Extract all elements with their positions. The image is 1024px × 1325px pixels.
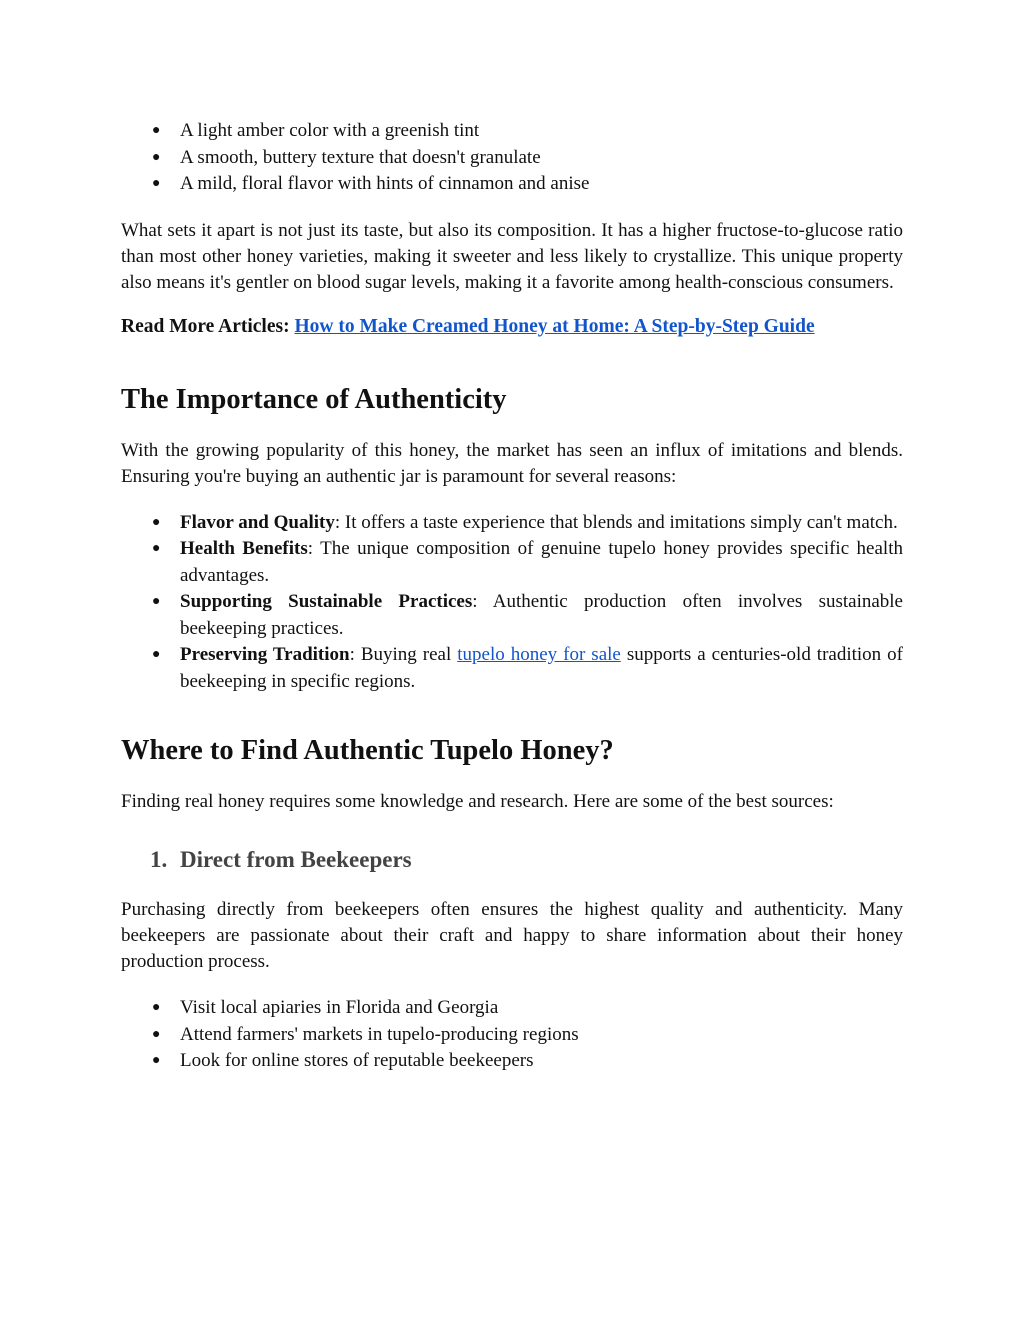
bullet-icon: ● xyxy=(152,514,161,530)
list-item-text: supports a centuries-old tradition of beekeeping in specific regions. xyxy=(180,644,903,692)
list-item-text: : Buying real xyxy=(349,644,458,665)
bullet-icon: ● xyxy=(152,1026,161,1042)
subheading-text: Direct from Beekeepers xyxy=(180,847,412,872)
list-item xyxy=(121,642,903,695)
tupelo-honey-link[interactable]: tupelo honey for sale xyxy=(457,644,621,665)
list-item-text: A smooth, buttery texture that doesn't granulate xyxy=(180,146,541,168)
list-item-term: Supporting Sustainable Practices xyxy=(180,591,473,612)
list-item-text: A light amber color with a greenish tint xyxy=(180,120,480,141)
list-item-text: Look for online stores of reputable beekeepers xyxy=(180,1050,534,1071)
read-more-label: Read More Articles: xyxy=(121,315,295,337)
subheading-direct-from-beekeepers xyxy=(121,845,903,875)
list-item-text: : Authentic production often involves sustainable beekeeping practices. xyxy=(180,591,903,639)
document-page xyxy=(121,118,903,1075)
bullet-icon: ● xyxy=(152,1000,161,1015)
bullet-icon: ● xyxy=(152,176,161,191)
where-intro: Finding real honey requires some knowledge and research. Here are some of the best sources: xyxy=(121,791,834,812)
authenticity-heading: The Importance of Authenticity xyxy=(121,383,507,415)
read-more-line xyxy=(121,310,903,344)
list-item-text: : The unique composition of genuine tupelo honey provides specific health advantages. xyxy=(180,538,903,586)
bullet-icon: ● xyxy=(152,123,161,138)
intro-bullet-list xyxy=(121,118,903,198)
list-item-text: Visit local apiaries in Florida and Georgia xyxy=(180,997,499,1018)
list-item xyxy=(121,171,903,198)
where-heading: Where to Find Authentic Tupelo Honey? xyxy=(121,735,614,766)
list-item-text: A mild, floral flavor with hints of cinnamon and anise xyxy=(180,173,590,194)
authenticity-intro: With the growing popularity of this honey, the market has seen an influx of imitations and blends. Ensuring you're buying an authentic jar is paramount for several reasons: xyxy=(121,439,903,487)
bullet-icon: ● xyxy=(152,647,161,662)
list-item xyxy=(121,118,903,145)
list-item-text: : It offers a taste experience that blends and imitations simply can't match. xyxy=(334,511,898,533)
list-item xyxy=(121,589,903,642)
read-more-link[interactable]: How to Make Creamed Honey at Home: A Step-by-Step Guide xyxy=(294,315,815,337)
list-item-text: Attend farmers' markets in tupelo-producing regions xyxy=(180,1023,579,1045)
beekeepers-bullet-list xyxy=(121,995,903,1075)
subheading-number: 1. xyxy=(150,847,168,872)
list-item xyxy=(121,145,903,172)
list-item-term: Flavor and Quality xyxy=(180,511,335,533)
list-item xyxy=(121,995,903,1022)
list-item-term: Health Benefits xyxy=(180,538,308,559)
bullet-icon: ● xyxy=(152,594,161,609)
list-item xyxy=(121,510,903,537)
list-item xyxy=(121,1022,903,1049)
composition-paragraph: What sets it apart is not just its taste, but also its composition. It has a higher fructose-to-glucose ratio than most other honey varieties, making it sweeter and less likely to crystallize. This unique property also means it's gentler on blood sugar levels, making it a favorite among health-conscious consumers. xyxy=(121,219,903,293)
bullet-icon: ● xyxy=(152,1053,161,1068)
list-item xyxy=(121,536,903,589)
bullet-icon: ● xyxy=(152,149,161,165)
beekeepers-paragraph: Purchasing directly from beekeepers often ensures the highest quality and authenticity. Many beekeepers are passionate about their craft and happy to share information about their honey production process. xyxy=(121,899,903,972)
list-item-term: Preserving Tradition xyxy=(180,644,350,665)
bullet-icon: ● xyxy=(152,541,161,556)
authenticity-bullet-list xyxy=(121,510,903,696)
list-item xyxy=(121,1048,903,1075)
